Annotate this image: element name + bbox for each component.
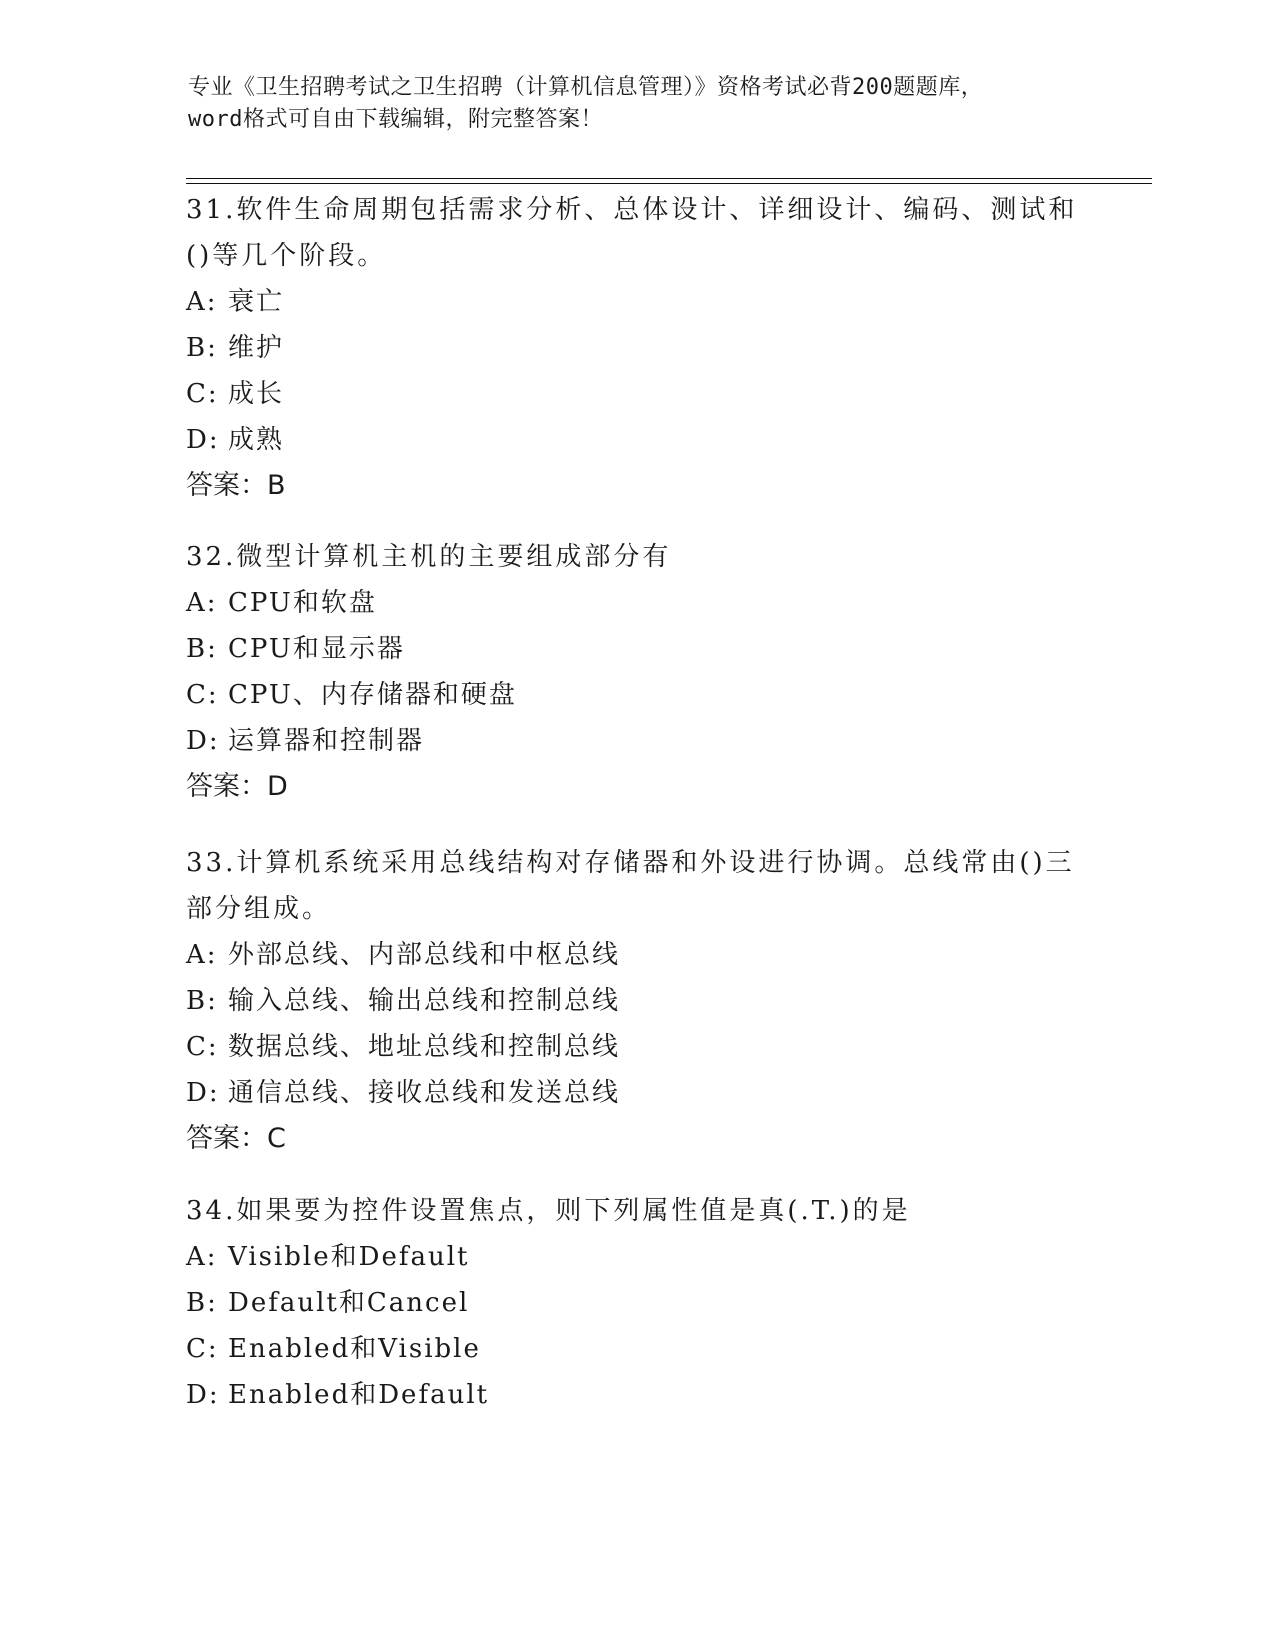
- question-31: [186, 187, 1086, 509]
- option-list: [186, 1234, 1086, 1418]
- question-stem-line-2: 部分组成。: [186, 894, 332, 924]
- option-letter: A:: [186, 940, 218, 970]
- option-letter: B:: [186, 986, 218, 1016]
- option-text: 成熟: [228, 425, 285, 455]
- header-line-2: word格式可自由下载编辑，附完整答案！: [188, 107, 603, 132]
- option-letter: A:: [186, 588, 218, 618]
- option-letter: C:: [186, 1032, 219, 1062]
- question-stem-line-1: 33.计算机系统采用总线结构对存储器和外设进行协调。总线常由()三: [186, 848, 1075, 878]
- option-text: CPU和显示器: [228, 634, 405, 664]
- option-text: Visible和Default: [228, 1242, 470, 1272]
- answer-line: [186, 1116, 1086, 1162]
- option-d: [186, 1372, 1086, 1418]
- answer-label: 答案：: [186, 1123, 267, 1154]
- option-list: [186, 580, 1086, 764]
- option-letter: C:: [186, 680, 219, 710]
- option-text: Default和Cancel: [228, 1288, 470, 1318]
- option-text: Enabled和Default: [228, 1380, 490, 1410]
- option-d: [186, 1070, 1086, 1116]
- option-letter: D:: [186, 726, 220, 756]
- option-text: 维护: [228, 333, 285, 363]
- document-header: [188, 72, 1088, 136]
- header-divider-bottom: [186, 183, 1152, 184]
- option-letter: A:: [186, 1242, 218, 1272]
- option-text: 成长: [228, 379, 285, 409]
- option-list: [186, 932, 1086, 1116]
- option-b: [186, 978, 1086, 1024]
- header-divider-top: [186, 178, 1152, 179]
- answer-label: 答案：: [186, 470, 267, 501]
- header-line-1: 专业《卫生招聘考试之卫生招聘（计算机信息管理）》资格考试必背200题题库，: [188, 75, 984, 100]
- option-text: 运算器和控制器: [228, 726, 425, 756]
- option-d: [186, 417, 1086, 463]
- option-c: [186, 1326, 1086, 1372]
- question-33: [186, 840, 1086, 1162]
- option-letter: B:: [186, 333, 218, 363]
- answer-value: D: [267, 771, 288, 802]
- answer-value: B: [267, 470, 286, 501]
- option-text: CPU、内存储器和硬盘: [228, 680, 517, 710]
- option-text: 衰亡: [228, 287, 285, 317]
- option-letter: C:: [186, 1334, 219, 1364]
- answer-label: 答案：: [186, 771, 267, 802]
- answer-value: C: [267, 1123, 286, 1154]
- option-text: CPU和软盘: [228, 588, 377, 618]
- option-b: [186, 626, 1086, 672]
- option-letter: C:: [186, 379, 219, 409]
- option-letter: B:: [186, 634, 218, 664]
- option-c: [186, 672, 1086, 718]
- question-stem-line-1: 32.微型计算机主机的主要组成部分有: [186, 542, 672, 572]
- option-letter: D:: [186, 425, 220, 455]
- answer-line: [186, 463, 1086, 509]
- question-32: [186, 534, 1086, 810]
- option-text: 通信总线、接收总线和发送总线: [228, 1078, 621, 1108]
- option-text: 数据总线、地址总线和控制总线: [228, 1032, 621, 1062]
- option-list: [186, 279, 1086, 463]
- option-a: [186, 1234, 1086, 1280]
- option-c: [186, 1024, 1086, 1070]
- option-letter: D:: [186, 1078, 220, 1108]
- option-a: [186, 932, 1086, 978]
- option-text: 外部总线、内部总线和中枢总线: [228, 940, 621, 970]
- question-34: [186, 1188, 1086, 1418]
- option-letter: D:: [186, 1380, 220, 1410]
- option-c: [186, 371, 1086, 417]
- option-a: [186, 279, 1086, 325]
- question-stem-line-1: 31.软件生命周期包括需求分析、总体设计、详细设计、编码、测试和: [186, 195, 1078, 225]
- question-stem-line-1: 34.如果要为控件设置焦点，则下列属性值是真(.T.)的是: [186, 1196, 911, 1226]
- option-d: [186, 718, 1086, 764]
- option-b: [186, 325, 1086, 371]
- option-letter: A:: [186, 287, 218, 317]
- option-a: [186, 580, 1086, 626]
- option-text: 输入总线、输出总线和控制总线: [228, 986, 621, 1016]
- question-stem-line-2: ()等几个阶段。: [186, 241, 387, 271]
- option-b: [186, 1280, 1086, 1326]
- option-text: Enabled和Visible: [228, 1334, 481, 1364]
- answer-line: [186, 764, 1086, 810]
- option-letter: B:: [186, 1288, 218, 1318]
